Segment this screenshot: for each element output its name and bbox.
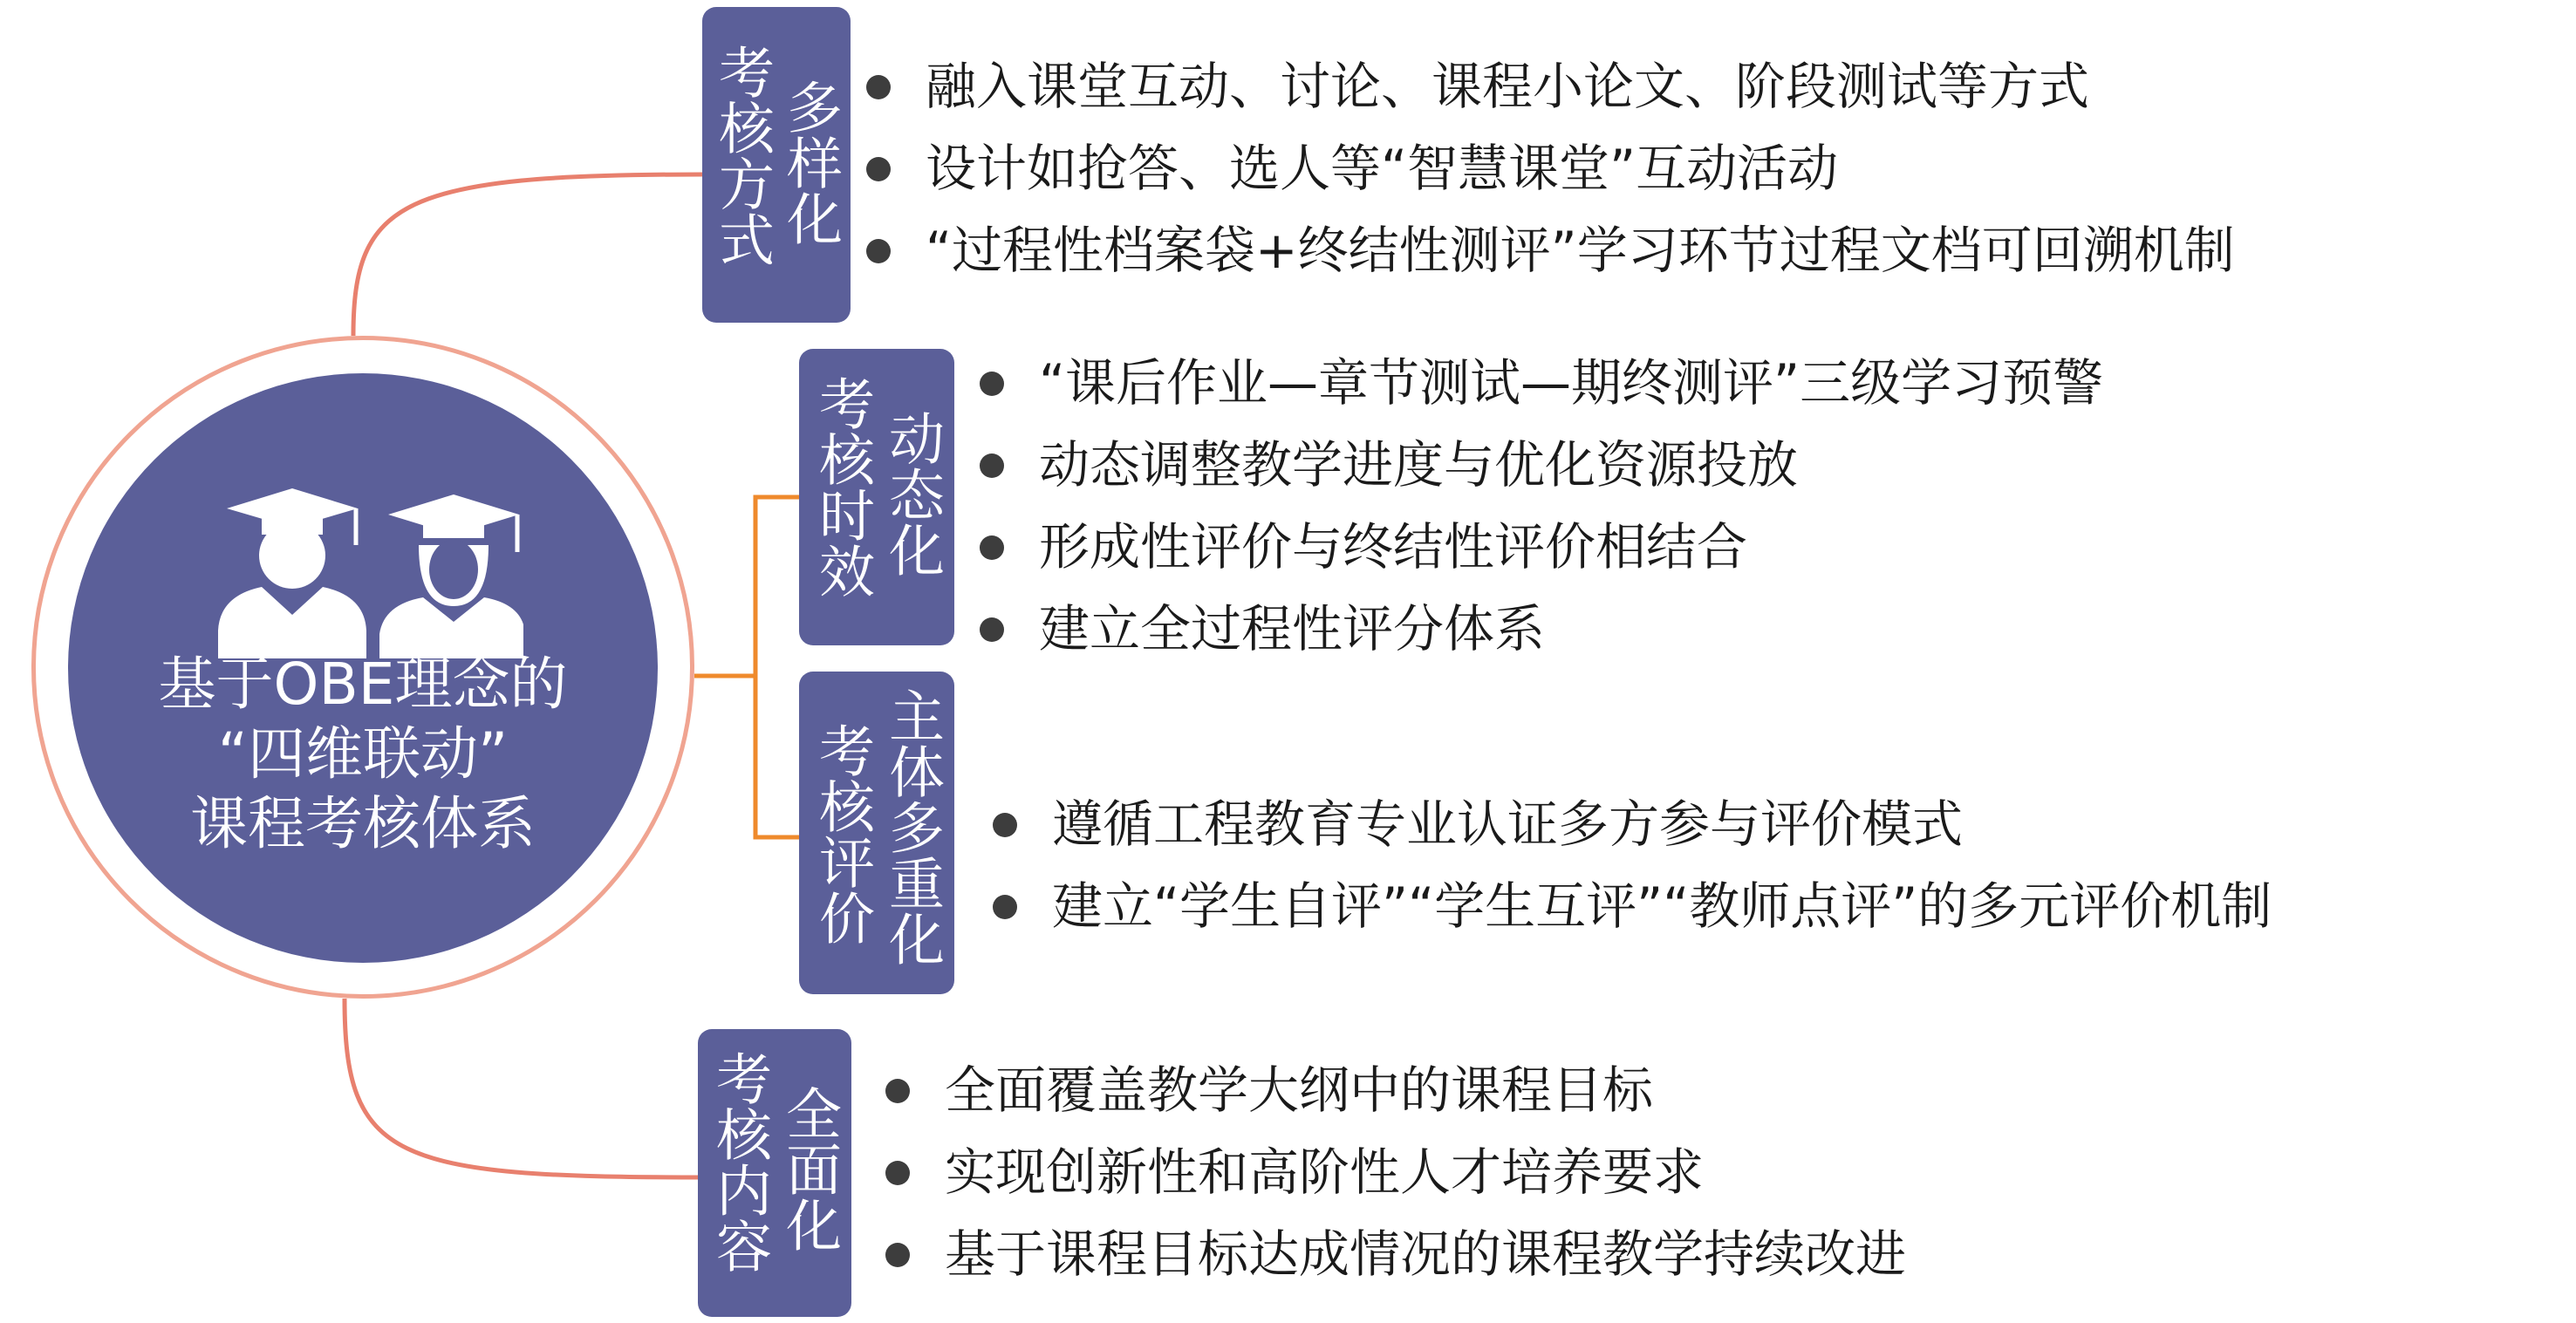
list-item (859, 45, 2235, 127)
list-item (878, 1213, 1906, 1295)
bullet-list-method (859, 45, 2235, 291)
connector-bottom (345, 999, 702, 1177)
branch-box-timeliness-col2: 动态化 (879, 410, 944, 577)
list-item-text: 实现创新性和高阶性人才培养要求 (945, 1142, 1705, 1202)
list-item-text: 建立全过程性评分体系 (1039, 599, 1546, 658)
center-title-line: 课程考核体系 (190, 790, 536, 857)
branch-box-evaluation-col2: 主体多重化 (879, 687, 944, 966)
center-title-line: 基于OBE理念的 (158, 651, 568, 718)
list-item (973, 424, 2103, 506)
list-item-text: 形成性评价与终结性评价相结合 (1039, 517, 1748, 576)
list-item (986, 783, 2272, 865)
list-item-text: 遵循工程教育专业认证多方参与评价模式 (1052, 794, 1964, 854)
bullet-dot (993, 813, 1017, 837)
branch-box-evaluation (799, 672, 954, 994)
bullet-dot (866, 157, 891, 181)
bullet-dot (993, 895, 1017, 919)
branch-box-method-col2: 多样化 (777, 78, 842, 246)
list-item (878, 1049, 1906, 1131)
bullet-list-content (878, 1049, 1906, 1295)
bullet-dot (885, 1079, 910, 1103)
list-item-text: 融入课堂互动、讨论、课程小论文、阶段测试等方式 (926, 57, 2090, 116)
center-title-line: “四维联动” (217, 720, 509, 788)
bullet-dot (980, 454, 1004, 478)
bullet-dot (885, 1243, 910, 1267)
bullet-dot (980, 535, 1004, 560)
center-title (68, 650, 658, 859)
branch-box-evaluation-col1: 考核评价 (810, 722, 874, 945)
list-item (973, 342, 2103, 424)
bullet-dot (980, 617, 1004, 642)
branch-box-content-col2: 全面化 (776, 1085, 841, 1252)
bullet-dot (980, 372, 1004, 396)
list-item (859, 209, 2235, 291)
branch-box-method-col1: 考核方式 (709, 44, 774, 267)
branch-box-content-col1: 考核内容 (707, 1050, 771, 1273)
graduates-icon (209, 484, 523, 658)
list-item (986, 865, 2272, 947)
branch-box-timeliness-col1: 考核时效 (810, 375, 874, 598)
branch-box-method (702, 7, 851, 323)
list-item-text: 建立“学生自评”“学生互评”“教师点评”的多元评价机制 (1052, 876, 2272, 936)
list-item-text: 设计如抢答、选人等“智慧课堂”互动活动 (926, 139, 1839, 198)
connector-middle-bracket (755, 497, 799, 837)
list-item-text: 动态调整教学进度与优化资源投放 (1039, 435, 1799, 494)
list-item (973, 506, 2103, 588)
bullet-list-evaluation (986, 783, 2272, 947)
branch-box-content (698, 1029, 851, 1317)
list-item (973, 588, 2103, 670)
list-item (859, 127, 2235, 209)
list-item-text: “课后作业—章节测试—期终测评”三级学习预警 (1039, 353, 2104, 413)
list-item-text: “过程性档案袋+终结性测评”学习环节过程文档可回溯机制 (926, 221, 2235, 280)
list-item-text: 全面覆盖教学大纲中的课程目标 (945, 1060, 1654, 1120)
list-item-text: 基于课程目标达成情况的课程教学持续改进 (945, 1224, 1907, 1284)
bullet-dot (885, 1161, 910, 1185)
connector-top (353, 174, 702, 336)
list-item (878, 1131, 1906, 1213)
bullet-dot (866, 239, 891, 263)
bullet-list-timeliness (973, 342, 2103, 670)
bullet-dot (866, 75, 891, 99)
branch-box-timeliness (799, 349, 954, 645)
